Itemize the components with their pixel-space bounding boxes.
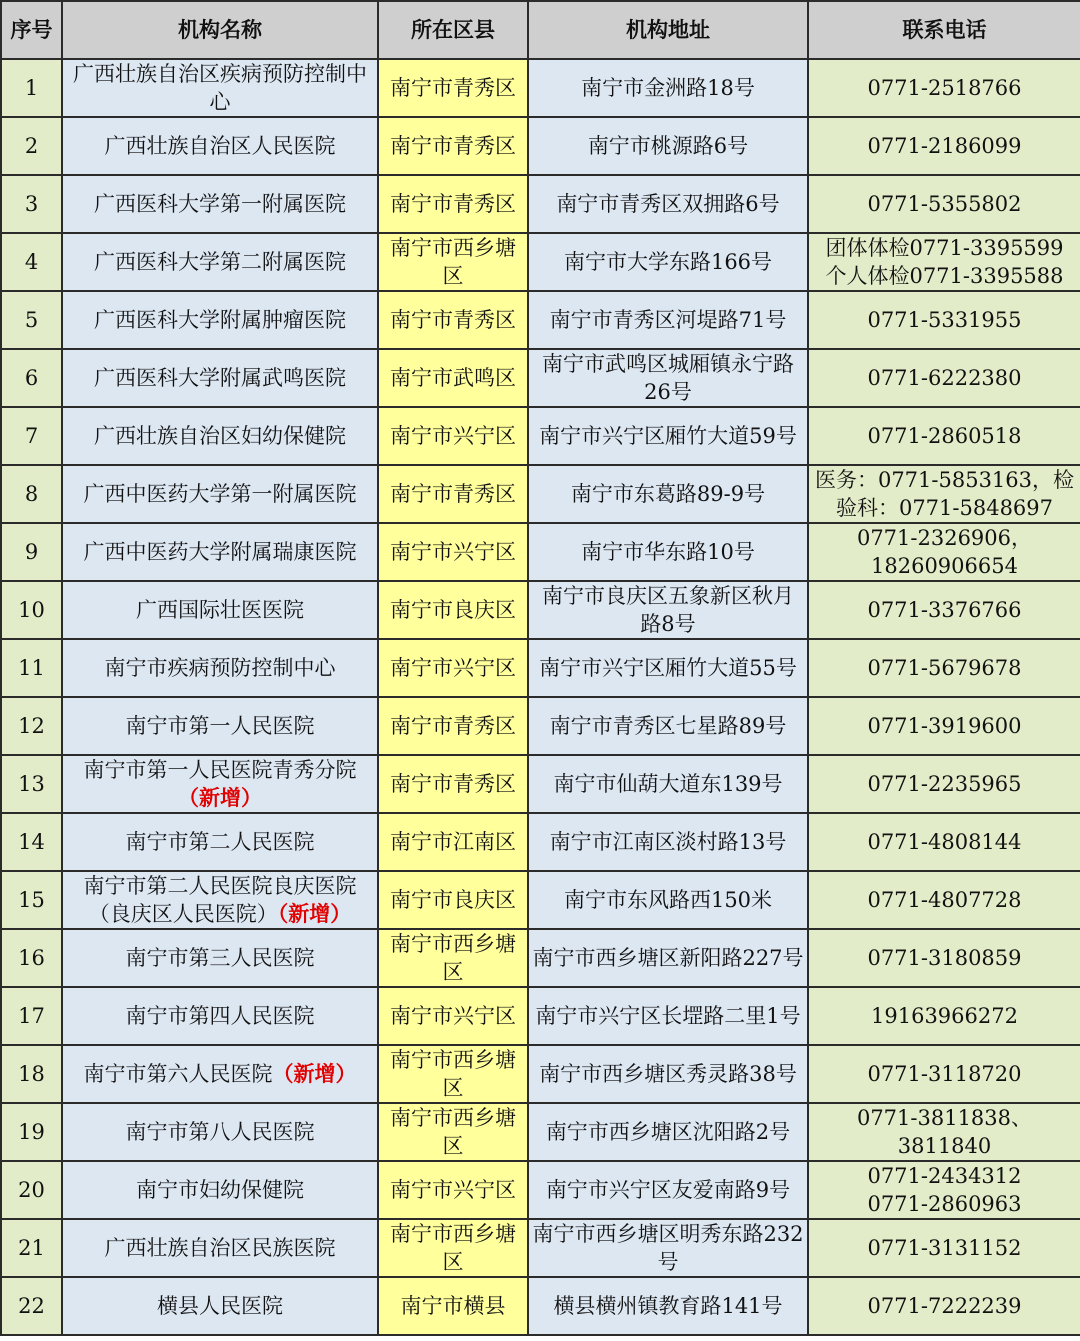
new-badge: （新增）	[272, 1061, 357, 1086]
institution-name	[62, 1045, 378, 1103]
institution-name-text: 广西医科大学附属肿瘤医院	[94, 308, 346, 332]
row-number: 6	[1, 349, 62, 407]
district: 南宁市兴宁区	[378, 987, 528, 1045]
phone-line: 0771-5355802	[867, 192, 1022, 216]
phone-line: 18260906654	[871, 554, 1018, 578]
address: 南宁市西乡塘区沈阳路2号	[528, 1103, 808, 1161]
phone	[808, 1277, 1080, 1335]
institution-name-text: 南宁市第三人民医院	[125, 946, 315, 970]
institution-name	[62, 1277, 378, 1335]
institution-name	[62, 639, 378, 697]
institution-name-text: 南宁市第二人民医院良庆医院（良庆区人民医院）	[83, 874, 357, 926]
institution-name-text: 广西壮族自治区民族医院	[104, 1236, 336, 1260]
phone	[808, 1161, 1080, 1219]
phone	[808, 813, 1080, 871]
institution-name-text: 横县人民医院	[157, 1294, 283, 1318]
row-number: 10	[1, 581, 62, 639]
phone	[808, 465, 1080, 523]
phone-line: 0771-6222380	[867, 366, 1022, 390]
institution-name	[62, 291, 378, 349]
institution-name-text: 广西国际壮医医院	[136, 598, 304, 622]
address: 南宁市桃源路6号	[528, 117, 808, 175]
address: 南宁市大学东路166号	[528, 233, 808, 291]
phone-line: 团体体检0771-3395599	[825, 236, 1064, 260]
address: 南宁市仙葫大道东139号	[528, 755, 808, 813]
phone-line: 0771-3131152	[867, 1236, 1022, 1260]
header-no: 序号	[1, 1, 62, 59]
table-row	[1, 929, 1080, 987]
table-body	[1, 59, 1080, 1335]
table-row	[1, 117, 1080, 175]
phone-line: 0771-2235965	[867, 772, 1022, 796]
row-number: 19	[1, 1103, 62, 1161]
institution-name	[62, 407, 378, 465]
phone	[808, 59, 1080, 117]
header-address: 机构地址	[528, 1, 808, 59]
table-row	[1, 1161, 1080, 1219]
phone	[808, 639, 1080, 697]
phone	[808, 349, 1080, 407]
phone	[808, 697, 1080, 755]
district: 南宁市青秀区	[378, 59, 528, 117]
table-row	[1, 1045, 1080, 1103]
row-number: 21	[1, 1219, 62, 1277]
header-phone: 联系电话	[808, 1, 1080, 59]
phone-line: 医务：0771-5853163，检验科：0771-5848697	[814, 468, 1075, 520]
table-row	[1, 697, 1080, 755]
phone-line: 0771-2326906，	[856, 526, 1033, 550]
institution-name	[62, 117, 378, 175]
address: 南宁市西乡塘区新阳路227号	[528, 929, 808, 987]
institution-name	[62, 1103, 378, 1161]
institution-name-text: 广西医科大学第一附属医院	[94, 192, 346, 216]
row-number: 8	[1, 465, 62, 523]
institution-name-text: 广西中医药大学第一附属医院	[83, 482, 357, 506]
phone	[808, 581, 1080, 639]
district: 南宁市江南区	[378, 813, 528, 871]
phone	[808, 407, 1080, 465]
address: 南宁市青秀区七星路89号	[528, 697, 808, 755]
district: 南宁市武鸣区	[378, 349, 528, 407]
table-header-row	[1, 1, 1080, 59]
row-number: 3	[1, 175, 62, 233]
phone-line: 个人体检0771-3395588	[825, 264, 1064, 288]
district: 南宁市青秀区	[378, 465, 528, 523]
district: 南宁市良庆区	[378, 871, 528, 929]
row-number: 2	[1, 117, 62, 175]
table-row	[1, 581, 1080, 639]
institution-name	[62, 581, 378, 639]
institution-name	[62, 987, 378, 1045]
table-row	[1, 755, 1080, 813]
phone	[808, 929, 1080, 987]
address: 南宁市兴宁区友爱南路9号	[528, 1161, 808, 1219]
institution-name	[62, 697, 378, 755]
phone	[808, 755, 1080, 813]
institution-name	[62, 175, 378, 233]
phone	[808, 871, 1080, 929]
phone-line: 0771-2518766	[867, 76, 1022, 100]
district: 南宁市青秀区	[378, 697, 528, 755]
address: 横县横州镇教育路141号	[528, 1277, 808, 1335]
phone-line: 0771-4808144	[867, 830, 1022, 854]
phone-line: 0771-2860963	[867, 1192, 1022, 1216]
row-number: 7	[1, 407, 62, 465]
institution-name-text: 广西医科大学附属武鸣医院	[94, 366, 346, 390]
address: 南宁市东葛路89-9号	[528, 465, 808, 523]
address: 南宁市兴宁区厢竹大道59号	[528, 407, 808, 465]
address: 南宁市武鸣区城厢镇永宁路26号	[528, 349, 808, 407]
phone-line: 19163966272	[871, 1004, 1018, 1028]
table-row	[1, 59, 1080, 117]
table-row	[1, 175, 1080, 233]
phone-line: 0771-2860518	[867, 424, 1022, 448]
district: 南宁市青秀区	[378, 175, 528, 233]
table-row	[1, 1103, 1080, 1161]
institution-name-text: 广西壮族自治区疾病预防控制中心	[73, 62, 367, 114]
district: 南宁市青秀区	[378, 291, 528, 349]
district: 南宁市兴宁区	[378, 523, 528, 581]
phone	[808, 523, 1080, 581]
institution-name	[62, 1219, 378, 1277]
district: 南宁市良庆区	[378, 581, 528, 639]
row-number: 1	[1, 59, 62, 117]
phone-line: 0771-2434312	[867, 1164, 1022, 1188]
row-number: 16	[1, 929, 62, 987]
institution-name-text: 广西壮族自治区人民医院	[104, 134, 336, 158]
institution-name-text: 南宁市第四人民医院	[125, 1004, 315, 1028]
row-number: 11	[1, 639, 62, 697]
header-district: 所在区县	[378, 1, 528, 59]
district: 南宁市西乡塘区	[378, 233, 528, 291]
table-row	[1, 465, 1080, 523]
institution-name	[62, 929, 378, 987]
new-badge: （新增）	[277, 901, 352, 926]
district: 南宁市兴宁区	[378, 1161, 528, 1219]
district: 南宁市青秀区	[378, 117, 528, 175]
phone-line: 0771-3118720	[867, 1062, 1022, 1086]
address: 南宁市华东路10号	[528, 523, 808, 581]
district: 南宁市兴宁区	[378, 639, 528, 697]
table-row	[1, 1277, 1080, 1335]
table-row	[1, 871, 1080, 929]
phone	[808, 233, 1080, 291]
institution-name	[62, 1161, 378, 1219]
phone	[808, 175, 1080, 233]
address: 南宁市西乡塘区秀灵路38号	[528, 1045, 808, 1103]
address: 南宁市兴宁区长堽路二里1号	[528, 987, 808, 1045]
institution-name-text: 广西医科大学第二附属医院	[94, 250, 346, 274]
phone-line: 0771-7222239	[867, 1294, 1022, 1318]
header-name: 机构名称	[62, 1, 378, 59]
new-badge: （新增）	[178, 785, 262, 810]
row-number: 13	[1, 755, 62, 813]
phone	[808, 1219, 1080, 1277]
phone	[808, 1103, 1080, 1161]
address: 南宁市东风路西150米	[528, 871, 808, 929]
phone-line: 0771-3376766	[867, 598, 1022, 622]
institution-name-text: 南宁市第八人民医院	[125, 1120, 315, 1144]
district: 南宁市青秀区	[378, 755, 528, 813]
district: 南宁市横县	[378, 1277, 528, 1335]
row-number: 12	[1, 697, 62, 755]
institution-name-text: 广西中医药大学附属瑞康医院	[83, 540, 357, 564]
table-row	[1, 1219, 1080, 1277]
row-number: 14	[1, 813, 62, 871]
phone-line: 0771-3811838、3811840	[856, 1106, 1033, 1158]
row-number: 22	[1, 1277, 62, 1335]
institution-name	[62, 813, 378, 871]
phone-line: 0771-3180859	[867, 946, 1022, 970]
institution-name-text: 南宁市妇幼保健院	[136, 1178, 304, 1202]
table-row	[1, 407, 1080, 465]
institution-name	[62, 349, 378, 407]
institution-name	[62, 755, 378, 813]
row-number: 15	[1, 871, 62, 929]
address: 南宁市良庆区五象新区秋月路8号	[528, 581, 808, 639]
phone-line: 0771-3919600	[867, 714, 1022, 738]
phone-line: 0771-4807728	[867, 888, 1022, 912]
address: 南宁市江南区淡村路13号	[528, 813, 808, 871]
table-row	[1, 987, 1080, 1045]
district: 南宁市西乡塘区	[378, 929, 528, 987]
row-number: 5	[1, 291, 62, 349]
phone	[808, 291, 1080, 349]
address: 南宁市兴宁区厢竹大道55号	[528, 639, 808, 697]
institution-name-text: 南宁市第一人民医院	[125, 714, 315, 738]
address: 南宁市青秀区双拥路6号	[528, 175, 808, 233]
address: 南宁市青秀区河堤路71号	[528, 291, 808, 349]
institution-name-text: 南宁市第一人民医院青秀分院	[83, 758, 357, 782]
table-row	[1, 233, 1080, 291]
institution-name-text: 南宁市疾病预防控制中心	[104, 656, 336, 680]
address: 南宁市金洲路18号	[528, 59, 808, 117]
table-row	[1, 523, 1080, 581]
table-row	[1, 813, 1080, 871]
row-number: 17	[1, 987, 62, 1045]
institution-name	[62, 233, 378, 291]
table-row	[1, 349, 1080, 407]
phone	[808, 117, 1080, 175]
phone-line: 0771-2186099	[867, 134, 1022, 158]
phone	[808, 1045, 1080, 1103]
district: 南宁市西乡塘区	[378, 1045, 528, 1103]
row-number: 4	[1, 233, 62, 291]
district: 南宁市西乡塘区	[378, 1103, 528, 1161]
row-number: 9	[1, 523, 62, 581]
phone-line: 0771-5679678	[867, 656, 1022, 680]
table-row	[1, 639, 1080, 697]
institution-name-text: 南宁市第六人民医院	[83, 1062, 273, 1086]
institution-name-text: 广西壮族自治区妇幼保健院	[94, 424, 346, 448]
district: 南宁市西乡塘区	[378, 1219, 528, 1277]
table-row	[1, 291, 1080, 349]
phone-line: 0771-5331955	[867, 308, 1022, 332]
district: 南宁市兴宁区	[378, 407, 528, 465]
institution-name	[62, 59, 378, 117]
institution-name-text: 南宁市第二人民医院	[125, 830, 315, 854]
institution-name	[62, 523, 378, 581]
row-number: 20	[1, 1161, 62, 1219]
institution-name	[62, 465, 378, 523]
institution-name	[62, 871, 378, 929]
row-number: 18	[1, 1045, 62, 1103]
address: 南宁市西乡塘区明秀东路232号	[528, 1219, 808, 1277]
phone	[808, 987, 1080, 1045]
